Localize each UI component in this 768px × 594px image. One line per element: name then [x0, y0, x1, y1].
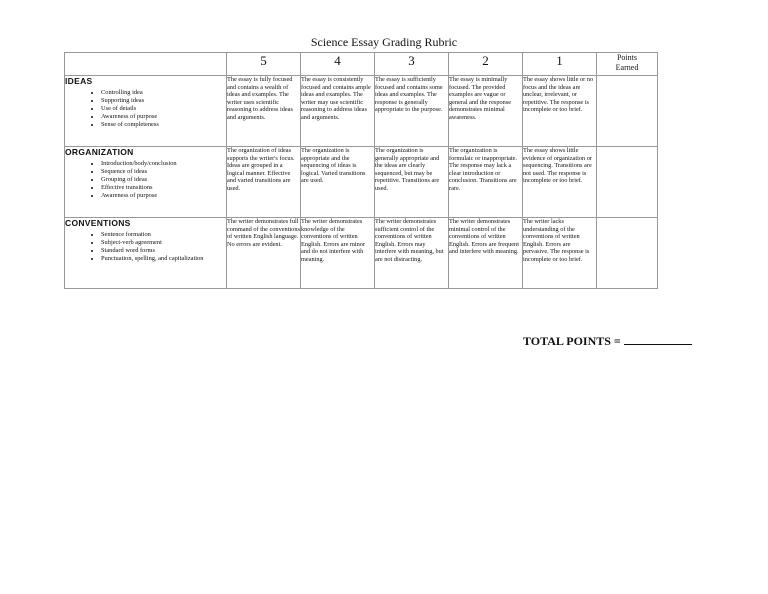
criteria-item: • Awareness of purpose — [101, 113, 226, 121]
criteria-item: • Sentence formation — [101, 231, 226, 239]
total-points — [523, 333, 692, 349]
criteria-item: • Awareness of purpose — [101, 192, 226, 200]
points-label: Points — [616, 53, 637, 62]
rubric-table — [64, 52, 658, 289]
score-header-2: 2 — [449, 53, 523, 76]
criteria-item: • Sequence of ideas — [101, 168, 226, 176]
description-cell: The essay is fully focused and contains a wealth of ideas and examples. The writer uses scientific reasoning to address ideas and arguments. — [227, 76, 301, 147]
criteria-item: • Standard word forms — [101, 247, 226, 255]
score-header-5: 5 — [227, 53, 301, 76]
description-cell: The essay is minimally focused. The provided examples are vague or general and the response demonstrates minimal awareness. — [449, 76, 523, 147]
description-cell: The essay shows little or no focus and the ideas are unclear, irrelevant, or repetitive. The response is incomplete or too brief. — [523, 76, 597, 147]
criteria-list — [65, 160, 226, 200]
rubric-row-organization — [65, 147, 658, 218]
description-cell: The essay is consistently focused and contains ample ideas and examples. The writer may use scientific reasoning to address ideas and arguments. — [301, 76, 375, 147]
description-cell: The organization of ideas supports the writer's focus. Ideas are grouped in a logical manner. Effective and varied transitions are used. — [227, 147, 301, 218]
description-cell: The organization is formulaic or inappropriate. The response may lack a clear introduction or conclusion. Transitions are rare. — [449, 147, 523, 218]
category-title: CONVENTIONS — [65, 218, 131, 228]
score-header-3: 3 — [375, 53, 449, 76]
description-cell: The organization is appropriate and the sequencing of ideas is logical. Varied transitions are used. — [301, 147, 375, 218]
earned-label: Earned — [615, 63, 639, 72]
category-cell — [65, 147, 227, 218]
header-row — [65, 53, 658, 76]
description-cell: The writer demonstrates sufficient control of the conventions of written English. Errors may interfere with meaning, but are not distracting. — [375, 218, 449, 289]
criteria-item: • Sense of completeness — [101, 121, 226, 129]
description-cell: The writer lacks understanding of the conventions of written English. Errors are pervasive. The response is incomplete or too brief. — [523, 218, 597, 289]
total-points-label: TOTAL POINTS = — [523, 334, 621, 348]
rubric-row-conventions — [65, 218, 658, 289]
criteria-item: • Grouping of ideas — [101, 176, 226, 184]
criteria-item: • Controlling idea — [101, 89, 226, 97]
score-header-1: 1 — [523, 53, 597, 76]
description-cell: The essay shows little evidence of organization or sequencing. Transitions are not used. The response is incomplete or too brief. — [523, 147, 597, 218]
criteria-list — [65, 89, 226, 129]
points-earned-cell[interactable] — [597, 76, 658, 147]
criteria-list — [65, 231, 226, 263]
criteria-item: • Introduction/body/conclusion — [101, 160, 226, 168]
points-earned-cell[interactable] — [597, 147, 658, 218]
description-cell: The writer demonstrates knowledge of the conventions of written English. Errors are minor and do not interfere with meaning. — [301, 218, 375, 289]
criteria-item: • Effective transitions — [101, 184, 226, 192]
points-earned-header — [597, 53, 658, 76]
description-cell: The writer demonstrates minimal control of the conventions of written English. Errors are frequent and interfere with meaning. — [449, 218, 523, 289]
criteria-item: • Punctuation, spelling, and capitalization — [101, 255, 226, 263]
score-header-4: 4 — [301, 53, 375, 76]
description-cell: The organization is generally appropriate and the ideas are clearly sequenced, but may be repetitive. Transitions are used. — [375, 147, 449, 218]
criteria-item: • Subject-verb agreement — [101, 239, 226, 247]
category-cell — [65, 218, 227, 289]
document-title: Science Essay Grading Rubric — [310, 35, 458, 49]
rubric-row-ideas — [65, 76, 658, 147]
category-title: ORGANIZATION — [65, 147, 134, 157]
criteria-item: • Use of details — [101, 105, 226, 113]
header-blank-cell — [65, 53, 227, 76]
description-cell: The essay is sufficiently focused and contains some ideas and examples. The response is generally appropriate to the purpose. — [375, 76, 449, 147]
description-cell: The writer demonstrates full command of the conventions of written English language. No errors are evident. — [227, 218, 301, 289]
total-points-blank[interactable] — [624, 333, 692, 345]
points-earned-cell[interactable] — [597, 218, 658, 289]
category-title: IDEAS — [65, 76, 93, 86]
category-cell — [65, 76, 227, 147]
criteria-item: • Supporting ideas — [101, 97, 226, 105]
